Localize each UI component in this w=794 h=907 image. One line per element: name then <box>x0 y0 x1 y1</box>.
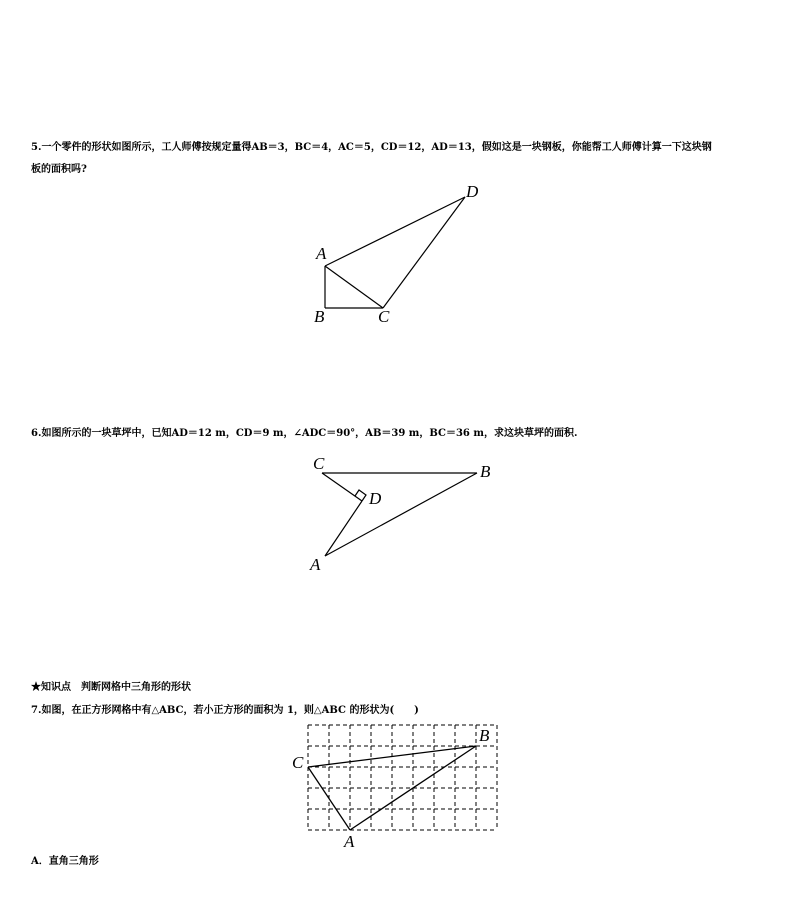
q5-label-d: D <box>466 182 479 201</box>
section-heading: ★知识点 判断网格中三角形的形状 <box>31 682 191 693</box>
q7-option-a[interactable]: A．直角三角形 <box>31 856 99 867</box>
q5-text-line1: 5.一个零件的形状如图所示，工人师傅按规定量得AB＝3，BC＝4，AC＝5，CD＝12，AD＝13，假如这是一块钢板，你能帮工人师傅计算一下这块钢 <box>31 142 712 153</box>
q6-label-b: B <box>480 462 491 481</box>
q7-label-c: C <box>292 753 304 772</box>
q7-text: 7.如图，在正方形网格中有△ABC，若小正方形的面积为 1，则△ABC 的形状为( ) <box>31 705 419 716</box>
q6-label-a: A <box>310 555 321 574</box>
q7-label-a: A <box>344 832 355 851</box>
q5-label-c: C <box>378 307 390 326</box>
q6-label-c: C <box>313 454 325 473</box>
q7-grid <box>308 725 497 830</box>
q6-label-d: D <box>369 489 382 508</box>
q6-text: 6.如图所示的一块草坪中，已知AD＝12 m，CD＝9 m，∠ADC＝90°，AB＝39 m，BC＝36 m，求这块草坪的面积. <box>31 428 578 439</box>
q5-label-b: B <box>314 307 325 326</box>
q5-label-a: A <box>316 244 327 263</box>
q5-text-line2: 板的面积吗? <box>31 164 87 175</box>
q7-label-b: B <box>479 726 490 745</box>
